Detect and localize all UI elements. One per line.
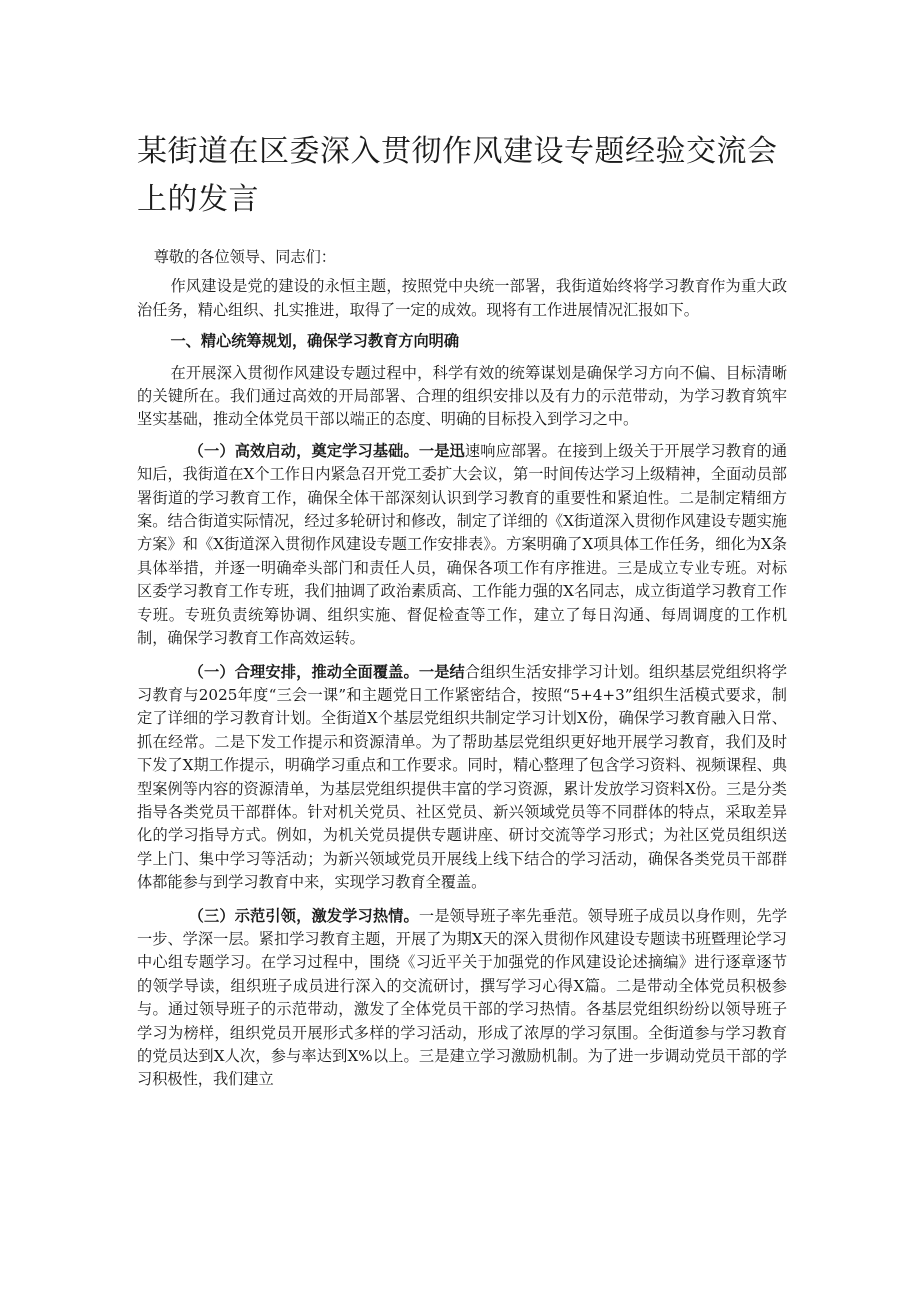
section-1-heading: 一、精心统筹规划，确保学习教育方向明确 — [170, 332, 459, 351]
intro-paragraph: 作风建设是党的建设的永恒主题，按照党中央统一部署，我街道始终将学习教育作为重大政治任务，精心组织、扎实推进，取得了一定的成效。现将有工作进展情况汇报如下。 — [137, 277, 787, 319]
document-page — [137, 128, 787, 1102]
subsection-1-text: 速响应部署。在接到上级关于开展学习教育的通知后，我街道在X个工作日内紧急召开党工委扩大会议，第一时间传达学习上级精神，全面动员部署街道的学习教育工作，确保全体干部深刻认识到学习教育的重要性和紧迫性。二是制定精细方案。结合街道实际情况，经过多轮研讨和修改，制定了详细的《X街道深入贯彻作风建设专题实施方案》和《X街道深入贯彻作风建设专题工作安排表》。方案明确了X项具体工作任务，细化为X条具体举措，并逐一明确牵头部门和责任人员，确保各项工作有序推进。三是成立专业专班。对标区委学习教育工作专班，我们抽调了政治素质高、工作能力强的X名同志，成立街道学习教育工作专班。专班负责统筹协调、组织实施、督促检查等工作，建立了每日沟通、每周调度的工作机制，确保学习教育工作高效运转。 — [137, 441, 788, 648]
subsection-2-text: 合组织生活安排学习计划。组织基层党组织将学习教育与2025年度“三会一课”和主题党日工作紧密结合，按照“5+4+3”组织生活模式要求，制定了详细的学习教育计划。全街道X个基层党组织共制定学习计划X份，确保学习教育融入日常、抓在经常。二是下发工作提示和资源清单。为了帮助基层党组织更好地开展学习教育，我们及时下发了X期工作提示，明确学习重点和工作要求。同时，精心整理了包含学习资料、视频课程、典型案例等内容的资源清单，为基层党组织提供丰富的学习资源，累计发放学习资料X份。三是分类指导各类党员干部群体。针对机关党员、社区党员、新兴领域党员等不同群体的特点，采取差异化的学习指导方式。例如，为机关党员提供专题讲座、研讨交流等学习形式；为社区党员组织送学上门、集中学习等活动；为新兴领域党员开展线上线下结合的学习活动，确保各类党员干部群体都能参与到学习教育中来，实现学习教育全覆盖。 — [137, 662, 788, 892]
subsection-3-paragraph — [137, 905, 787, 1092]
subsection-2-lead: （一）合理安排，推动全面覆盖。一是结 — [188, 662, 465, 681]
subsection-1-lead: （一）高效启动，奠定学习基础。一是迅 — [188, 441, 465, 460]
section-1-paragraph: 在开展深入贯彻作风建设专题过程中，科学有效的统筹谋划是确保学习方向不偏、目标清晰的关键所在。我们通过高效的开局部署、合理的组织安排以及有力的示范带动，为学习教育筑牢坚实基础，推动全体党员干部以端正的态度、明确的目标投入到学习之中。 — [137, 363, 787, 429]
subsection-2-paragraph — [137, 661, 787, 895]
subsection-3-text: 一是领导班子率先垂范。领导班子成员以身作则，先学一步、学深一层。紧扣学习教育主题，开展了为期X天的深入贯彻作风建设专题读书班暨理论学习中心组专题学习。在学习过程中，围绕《习近平关于加强党的作风建设论述摘编》进行逐章逐节的领学导读，组织班子成员进行深入的交流研讨，撰写学习心得X篇。二是带动全体党员积极参与。通过领导班子的示范带动，激发了全体党员干部的学习热情。各基层党组织纷纷以领导班子学习为榜样，组织党员开展形式多样的学习活动，形成了浓厚的学习氛围。全街道参与学习教育的党员达到X人次，参与率达到X%以上。三是建立学习激励机制。为了进一步调动党员干部的学习积极性，我们建立 — [137, 906, 788, 1089]
document-title: 某街道在区委深入贯彻作风建设专题经验交流会上的发言 — [137, 134, 778, 217]
salutation: 尊敬的各位领导、同志们： — [153, 248, 336, 266]
subsection-3-lead: （三）示范引领，激发学习热情。 — [188, 906, 419, 925]
subsection-1-paragraph — [137, 440, 787, 651]
